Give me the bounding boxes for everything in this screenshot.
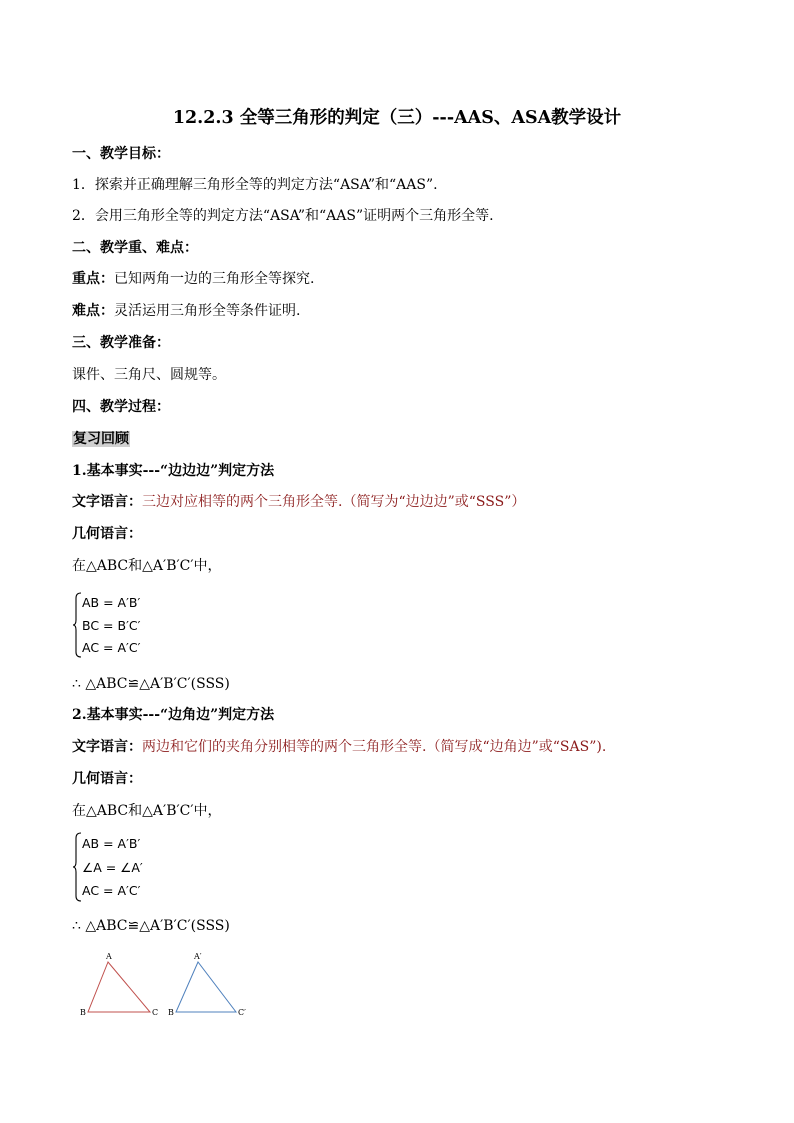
triangle-abc [88,962,150,1012]
label-b: B [80,1008,86,1017]
difficult-point-text: 灵活运用三角形全等条件证明. [114,303,301,319]
fact1-title: 1.基本事实---“边边边”判定方法 [72,463,275,479]
fact1-eq-2: BC = B′C′ [82,617,141,633]
difficult-point [72,301,300,321]
fact1-eq-1: AB = A′B′ [82,595,141,610]
left-brace-icon [72,592,82,658]
section-heading-process: 四、教学过程： [72,399,170,415]
fact2-eq-1: AB = A′B′ [82,836,141,851]
section-heading-preparation: 三、教学准备： [72,335,170,351]
fact2-eq-3: AC = A′C′ [82,883,141,898]
label-c-prime: C′ [238,1008,246,1017]
fact2-text [72,737,606,757]
objective-1: 1．探索并正确理解三角形全等的判定方法“ASA”和“AAS”. [72,177,438,193]
objective-2: 2．会用三角形全等的判定方法“ASA”和“AAS”证明两个三角形全等. [72,208,494,224]
fact1-text-label: 文字语言： [72,494,142,510]
key-point-label: 重点： [72,271,114,287]
fact1-geo-label: 几何语言： [72,526,142,542]
label-a-prime: A′ [194,952,202,961]
preparation-text: 课件、三角尺、圆规等。 [72,367,226,383]
key-point-text: 已知两角一边的三角形全等探究. [114,271,315,287]
fact2-eq-2: ∠A = ∠A′ [82,859,143,875]
label-c: C [152,1008,159,1017]
triangle-a2b2c2 [176,962,236,1012]
section-heading-objectives: 一、教学目标： [72,146,170,162]
review-highlight: 复习回顾 [73,431,129,447]
key-point [72,269,314,289]
fact2-equations [72,832,192,904]
fact1-conclusion: ∴ △ABC≌△A′B′C′(SSS) [72,676,230,692]
fact1-equations [72,592,192,660]
fact1-text-content: 三边对应相等的两个三角形全等.（简写为“边边边”或“SSS”） [142,494,526,510]
section-heading-key-points: 二、教学重、难点： [72,240,198,256]
fact1-text [72,492,525,512]
difficult-point-label: 难点： [72,303,114,319]
fact2-title: 2.基本事实---“边角边”判定方法 [72,707,275,723]
review-label [72,429,130,449]
fact1-eq-3: AC = A′C′ [82,640,141,655]
fact1-in: 在△ABC和△A′B′C′中， [72,558,222,574]
fact2-text-label: 文字语言： [72,739,142,755]
label-b-prime: B [168,1008,174,1017]
left-brace-icon [72,832,82,902]
triangle-figure [72,948,272,1024]
fact2-text-content: 两边和它们的夹角分别相等的两个三角形全等.（简写成“边角边”或“SAS”). [142,739,607,755]
fact2-in: 在△ABC和△A′B′C′中， [72,803,222,819]
fact2-geo-label: 几何语言： [72,771,142,787]
fact2-conclusion: ∴ △ABC≌△A′B′C′(SSS) [72,918,230,934]
doc-title: 12.2.3 全等三角形的判定（三）---AAS、ASA教学设计 [172,108,622,128]
label-a: A [106,952,112,961]
